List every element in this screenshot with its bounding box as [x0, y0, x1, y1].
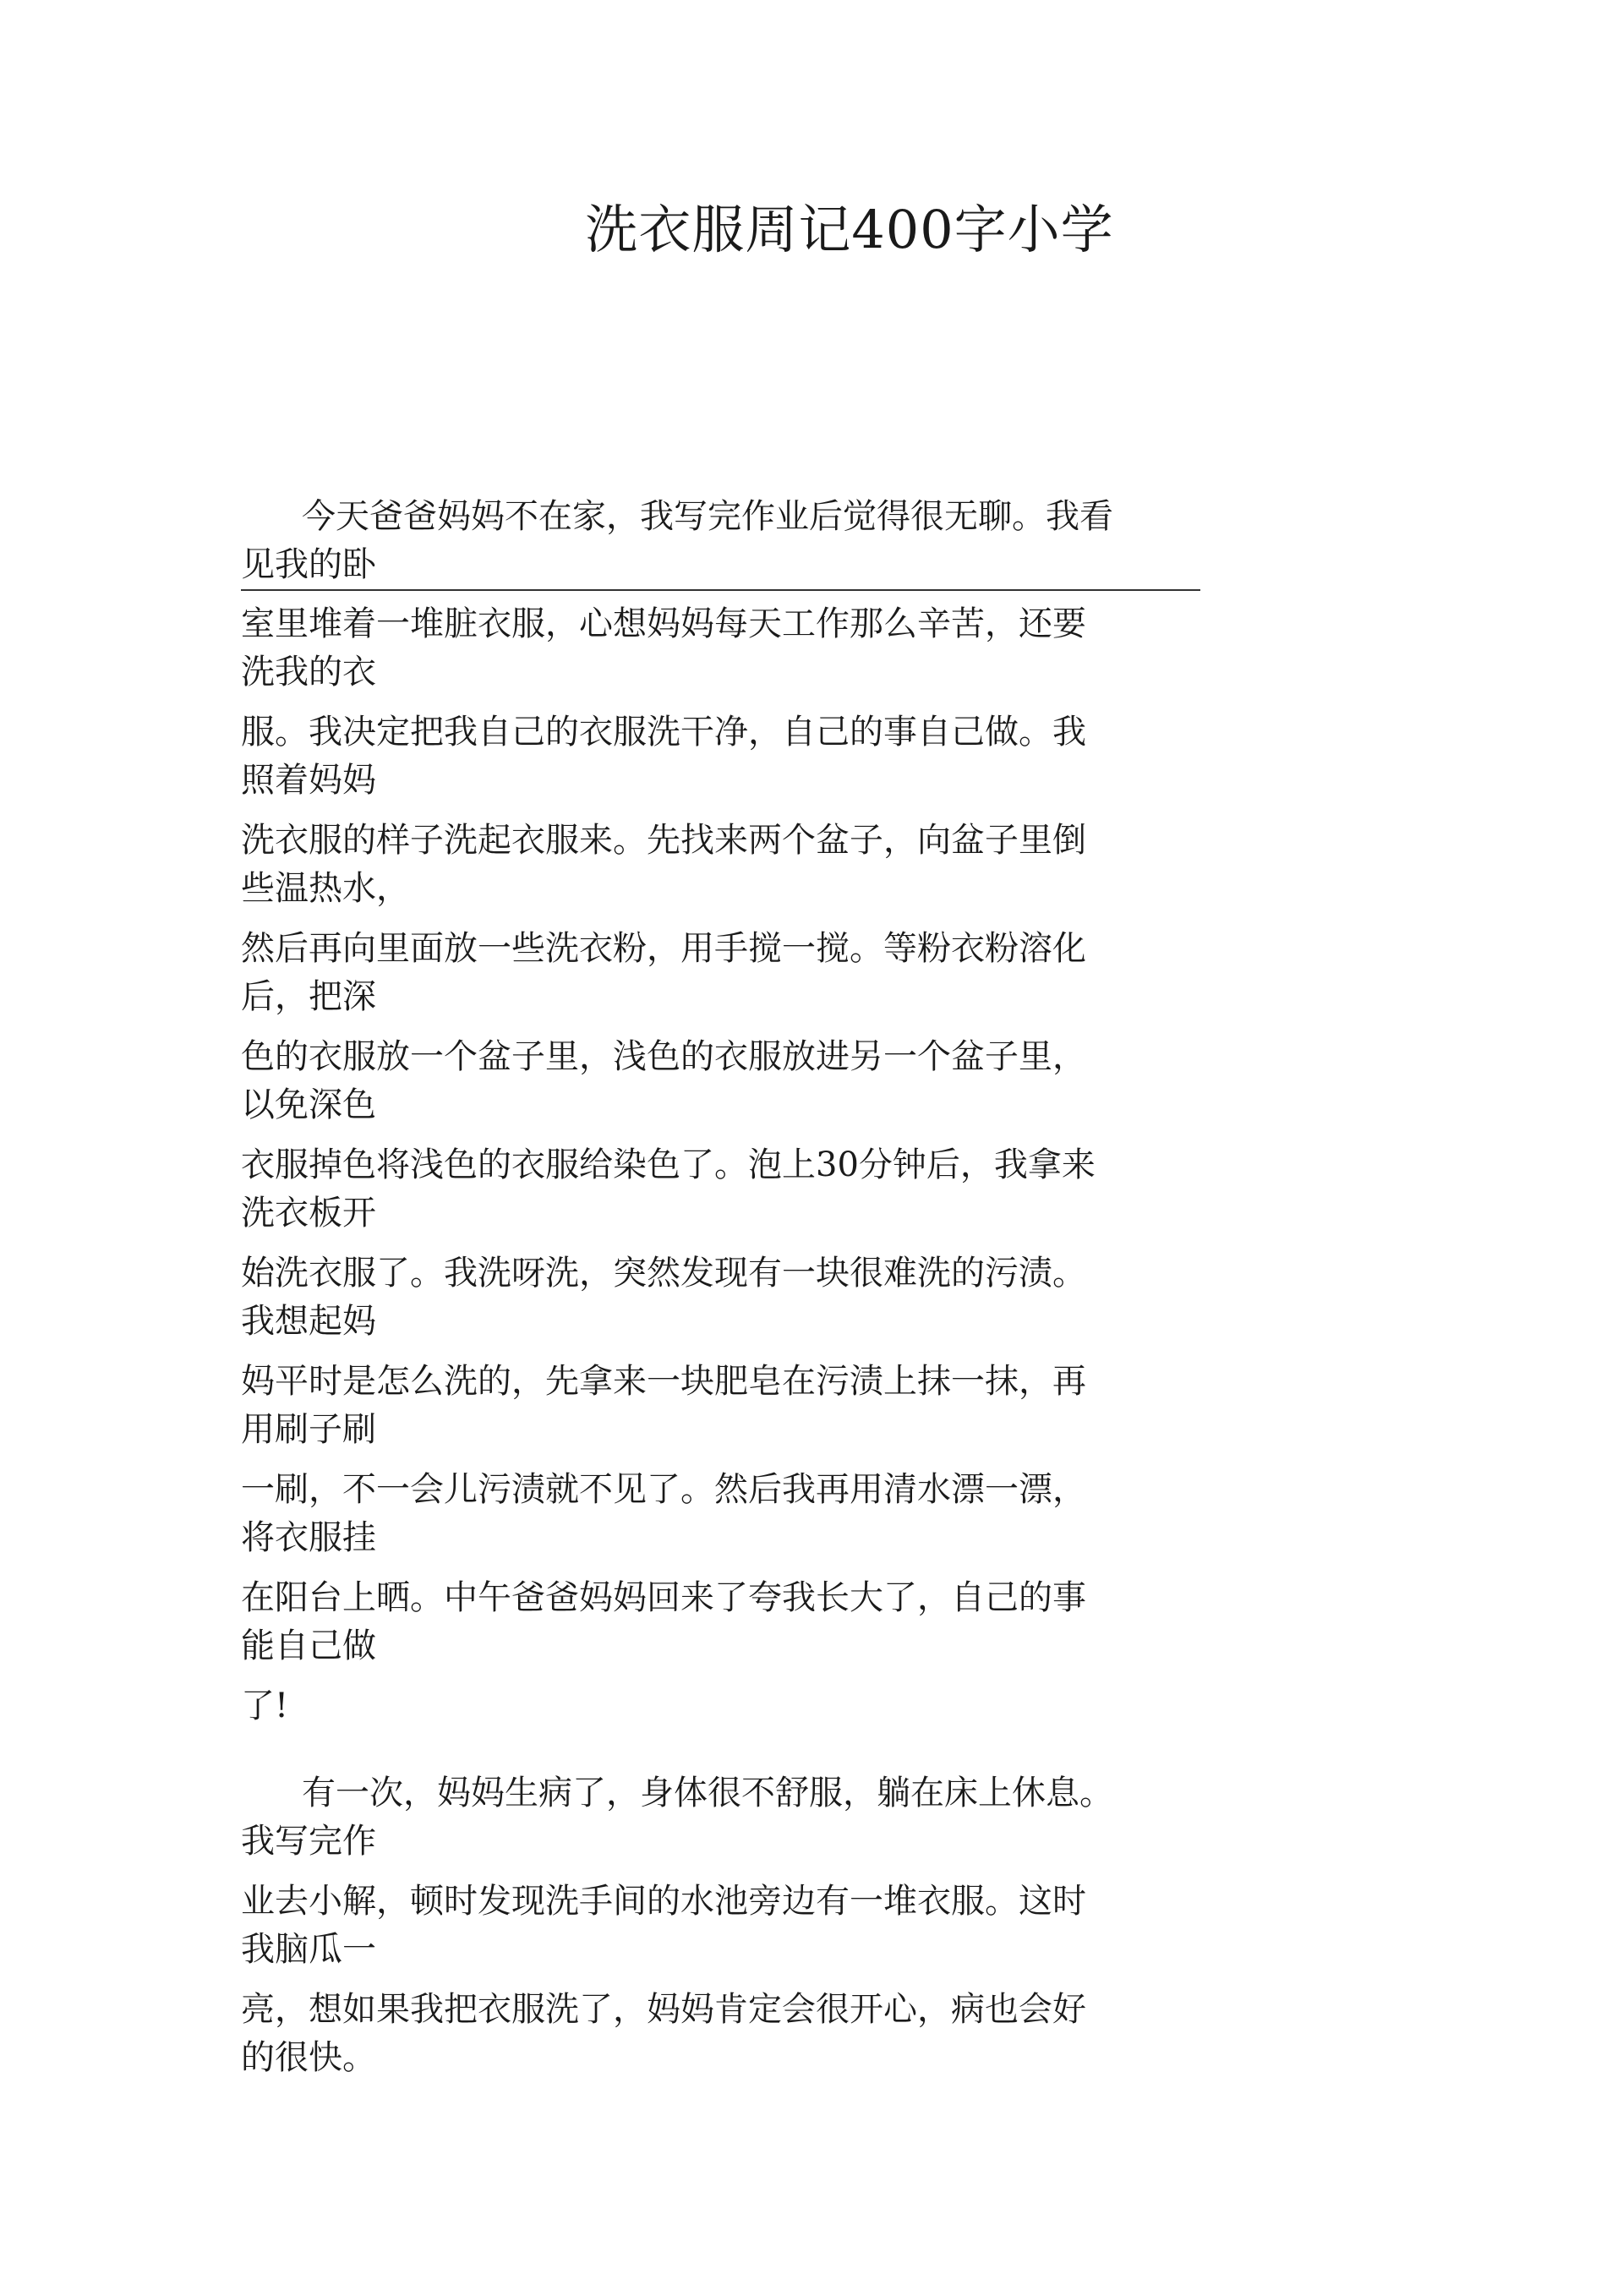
paragraph-1-block-4: [241, 817, 1221, 913]
text-line: 洗衣板开: [241, 1194, 376, 1233]
text-line: 我写完作: [241, 1822, 376, 1861]
text-line: 有一次，妈妈生病了，身体很不舒服，躺在床上休息。: [302, 1774, 1113, 1812]
paragraph-1-block-11: [241, 1574, 1221, 1670]
text-line: 了!: [241, 1686, 289, 1725]
text-line: 用刷子刷: [241, 1410, 376, 1449]
document-title: 洗衣服周记400字小学: [585, 199, 1114, 260]
paragraph-1-block-10: [241, 1466, 1221, 1562]
text-line: 服。我决定把我自己的衣服洗干净，自己的事自己做。我: [241, 713, 1086, 752]
text-line: 洗衣服的样子洗起衣服来。先找来两个盆子，向盆子里倒: [241, 821, 1086, 860]
text-line: 我想起妈: [241, 1302, 376, 1341]
text-line: 业去小解，顿时发现洗手间的水池旁边有一堆衣服。这时: [241, 1882, 1086, 1921]
text-line: 亮，想如果我把衣服洗了，妈妈肯定会很开心，病也会好: [241, 1990, 1086, 2029]
text-line: 能自己做: [241, 1626, 376, 1665]
text-line: 我脑瓜一: [241, 1930, 376, 1969]
text-line: 一刷，不一会儿污渍就不见了。然后我再用清水漂一漂，: [241, 1470, 1086, 1509]
text-line: 始洗衣服了。我洗呀洗，突然发现有一块很难洗的污渍。: [241, 1254, 1086, 1293]
paragraph-1-block-6: [241, 1033, 1221, 1129]
paragraph-2-block-3: [241, 1986, 1221, 2082]
paragraph-1-block-7: [241, 1141, 1221, 1238]
text-line: 将衣服挂: [241, 1518, 376, 1557]
paragraph-2-block-2: [241, 1878, 1221, 1974]
paragraph-1-block-8: [241, 1249, 1221, 1346]
text-line: 色的衣服放一个盆子里，浅色的衣服放进另一个盆子里，: [241, 1037, 1086, 1076]
paragraph-1-block-9: [241, 1358, 1221, 1454]
text-line: 照着妈妈: [241, 761, 376, 800]
paragraph-1-block-5: [241, 925, 1221, 1021]
text-line: 今天爸爸妈妈不在家，我写完作业后觉得很无聊。我看: [302, 497, 1113, 536]
text-line: 妈平时是怎么洗的，先拿来一块肥皂在污渍上抹一抹，再: [241, 1362, 1086, 1401]
paragraph-1-continued: [241, 600, 1221, 697]
underline-rule: [241, 589, 1200, 591]
paragraph-2: [241, 1769, 1221, 1866]
text-line: 在阳台上晒。中午爸爸妈妈回来了夸我长大了，自己的事: [241, 1578, 1086, 1617]
text-line: 衣服掉色将浅色的衣服给染色了。泡上30分钟后，我拿来: [241, 1145, 1096, 1184]
text-line: 然后再向里面放一些洗衣粉，用手搅一搅。等粉衣粉溶化: [241, 929, 1086, 968]
text-line: 的很快。: [241, 2038, 376, 2077]
paragraph-1-block-3: [241, 708, 1221, 805]
text-line: 些温热水，: [241, 869, 410, 908]
text-line: 后，把深: [241, 977, 376, 1016]
text-line: 以免深色: [241, 1085, 376, 1124]
text-line: 洗我的衣: [241, 653, 376, 692]
text-line: 见我的卧: [241, 545, 376, 584]
paragraph-1-block-12: [241, 1682, 1221, 1730]
paragraph-1: [241, 493, 1221, 589]
text-line: 室里堆着一堆脏衣服，心想妈妈每天工作那么辛苦，还要: [241, 604, 1086, 643]
